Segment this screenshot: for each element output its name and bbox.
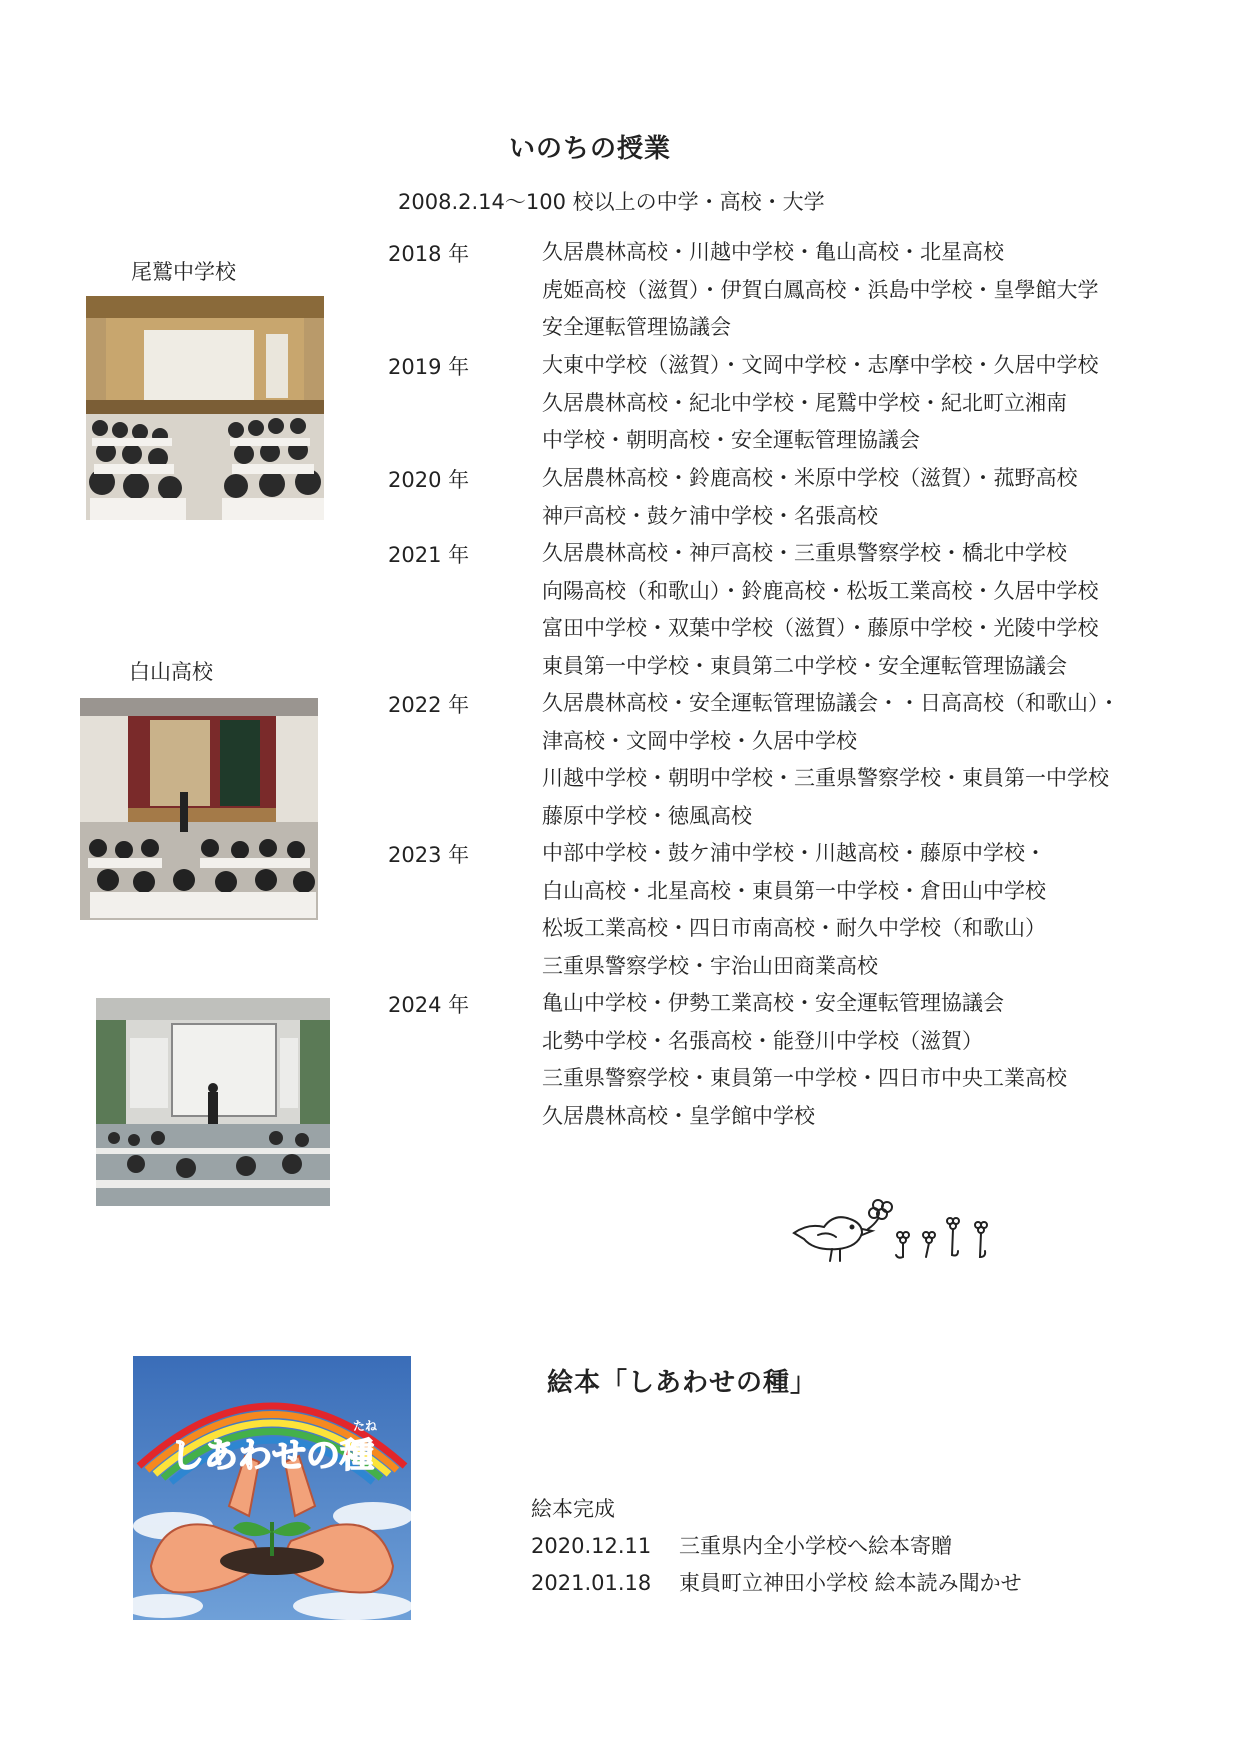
school-line: 中学校・朝明高校・安全運転管理協議会 (542, 428, 920, 452)
photo-hakusan-assembly (80, 698, 318, 920)
book-heading: 絵本完成 (531, 1497, 615, 1521)
bird-flowers-illustration (790, 1195, 1000, 1269)
school-line: 久居農林高校・皇学館中学校 (542, 1103, 815, 1128)
school-line: 中部中学校・鼓ケ浦中学校・川越高校・藤原中学校・ (542, 841, 1046, 865)
school-line: 北勢中学校・名張高校・能登川中学校（滋賀） (542, 1028, 983, 1053)
school-line: 久居農林高校・神戸高校・三重県警察学校・橋北中学校 (542, 541, 1067, 565)
page-title: いのちの授業 (508, 134, 671, 164)
school-line: 三重県警察学校・宇治山田商業高校 (542, 953, 878, 978)
school-line: 松坂工業高校・四日市南高校・耐久中学校（和歌山） (542, 916, 1046, 940)
year-label: 2019 年 (388, 355, 470, 379)
event-text: 東員町立神田小学校 絵本読み聞かせ (679, 1571, 1022, 1595)
book-title: 絵本「しあわせの種」 (547, 1368, 818, 1398)
book-event-row (531, 1567, 1022, 1597)
school-line: 虎姫高校（滋賀）・伊賀白鳳高校・浜島中学校・皇學館大学 (542, 277, 1099, 302)
event-date: 2021.01.18 (531, 1571, 652, 1595)
year-label: 2020 年 (388, 468, 470, 492)
photo-label-owase: 尾鷲中学校 (131, 260, 236, 284)
school-line: 津高校・文岡中学校・久居中学校 (542, 728, 857, 753)
book-event-row (531, 1530, 952, 1560)
school-line: 久居農林高校・鈴鹿高校・米原中学校（滋賀）・菰野高校 (542, 466, 1078, 490)
school-line: 久居農林高校・川越中学校・亀山高校・北星高校 (542, 240, 1004, 264)
school-line: 富田中学校・双葉中学校（滋賀）・藤原中学校・光陵中学校 (542, 616, 1099, 640)
school-line: 三重県警察学校・東員第一中学校・四日市中央工業高校 (542, 1066, 1067, 1090)
book-cover (133, 1356, 411, 1620)
school-line: 藤原中学校・徳風高校 (542, 803, 752, 828)
photo-classroom-lecture (96, 998, 330, 1206)
event-text: 三重県内全小学校へ絵本寄贈 (679, 1534, 952, 1558)
year-label: 2018 年 (388, 242, 470, 266)
school-line: 大東中学校（滋賀）・文岡中学校・志摩中学校・久居中学校 (542, 353, 1099, 377)
book-cover-ruby: たね (352, 1419, 378, 1433)
year-label: 2024 年 (388, 993, 470, 1017)
school-line: 神戸高校・鼓ケ浦中学校・名張高校 (542, 503, 878, 528)
photo-owase-assembly (86, 296, 324, 520)
page-subtitle: 2008.2.14〜100 校以上の中学・高校・大学 (398, 190, 825, 214)
school-line: 久居農林高校・安全運転管理協議会・・日高高校（和歌山）・ (542, 691, 1120, 715)
year-label: 2022 年 (388, 693, 470, 717)
book-cover-title: しあわせの種 (170, 1436, 374, 1476)
photo-label-hakusan: 白山高校 (129, 660, 213, 684)
school-line: 久居農林高校・紀北中学校・尾鷲中学校・紀北町立湘南 (542, 390, 1067, 415)
school-line: 東員第一中学校・東員第二中学校・安全運転管理協議会 (542, 653, 1067, 678)
year-label: 2023 年 (388, 843, 470, 867)
event-date: 2020.12.11 (531, 1534, 652, 1558)
school-line: 白山高校・北星高校・東員第一中学校・倉田山中学校 (542, 878, 1046, 903)
school-line: 安全運転管理協議会 (542, 315, 731, 339)
school-line: 向陽高校（和歌山）・鈴鹿高校・松坂工業高校・久居中学校 (542, 578, 1099, 603)
school-line: 亀山中学校・伊勢工業高校・安全運転管理協議会 (542, 991, 1004, 1015)
year-label: 2021 年 (388, 543, 470, 567)
school-line: 川越中学校・朝明中学校・三重県警察学校・東員第一中学校 (542, 766, 1109, 790)
